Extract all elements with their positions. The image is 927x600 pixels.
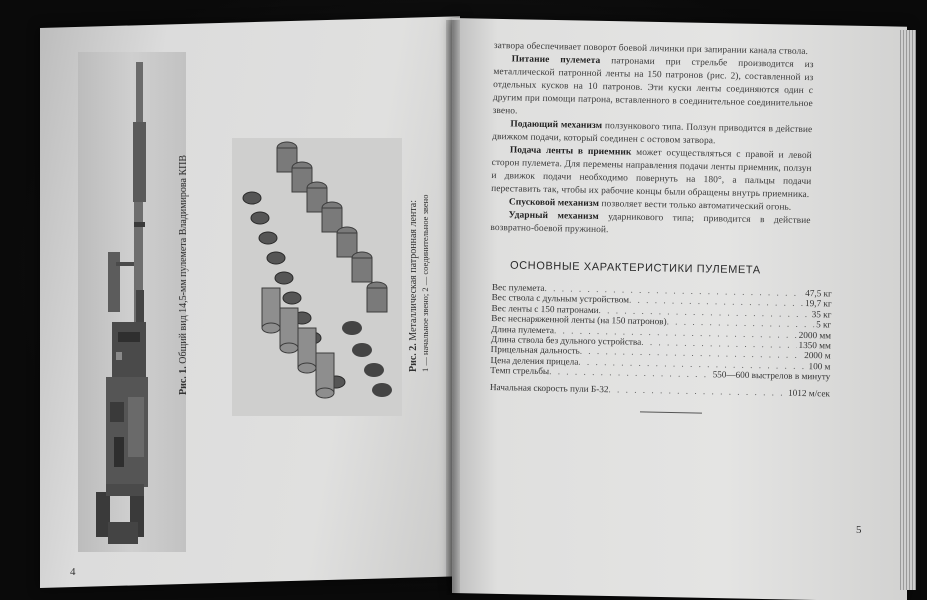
figure2-caption-label: Рис. 2. — [408, 343, 419, 372]
spec-label: Прицельная дальность — [490, 344, 580, 357]
figure2-caption-sub: 1 — начальное звено; 2 — соединительное звено — [420, 194, 430, 372]
spec-value: 550—600 выстрелов в минуту — [712, 369, 831, 382]
spec-label: Цена деления прицела — [490, 354, 579, 367]
ammo-belt-photo — [232, 138, 402, 416]
spec-label: Вес пулемета — [491, 282, 545, 294]
page-edges — [900, 30, 916, 590]
machine-gun-illustration — [78, 52, 186, 552]
spec-value: 100 м — [808, 360, 831, 372]
spec-label: Вес неснаряженной ленты (на 150 патронов) — [491, 313, 667, 327]
spec-value: 19,7 кг — [804, 298, 832, 309]
spec-value: 2000 м — [804, 350, 831, 361]
figure1-caption-text: Общий вид 14,5-мм пулемета Владимирова КПВ — [178, 154, 189, 364]
specs-list — [490, 282, 832, 399]
paragraph-intro: затвора обеспечивает поворот боевой личинки при запирании канала ствола. — [493, 40, 809, 58]
paragraph-feed-mechanism-title: Подающий механизм — [510, 119, 603, 132]
spec-value: 1350 мм — [798, 339, 831, 351]
figure1-caption — [178, 135, 189, 395]
paragraph-feeding-title: Питание пулемета — [511, 54, 601, 67]
spec-value: 47,5 кг — [805, 288, 832, 299]
paragraph-trigger-text: позволяет вести только автоматический огонь. — [598, 199, 792, 213]
paragraph-feed-mechanism-text: ползункового типа. Ползун приводится в действие движком подачи, который соединен с остовом затвора. — [492, 121, 813, 147]
paragraph-striker-text: ударникового типа; приводится в действие возвратно-боевой пружиной. — [490, 212, 811, 236]
book-spine — [446, 20, 460, 595]
paragraph-feeding-text: патронами при стрельбе производится из металлической патронной ленты на 150 патронов (рис. 2), составленной из отдельных кусков на 10 патронов. Эти куски ленты соединяются один с другим при помощи патрона, вставленного в соединительное соединительное звено. — [492, 56, 814, 117]
spec-label: Длина ствола без дульного устройства — [490, 334, 642, 347]
spec-value: 5 кг — [816, 319, 832, 330]
paragraph-trigger-title: Спусковой механизм — [508, 197, 600, 210]
figure2-caption-text: Металлическая патронная лента: — [408, 199, 419, 341]
figure1-caption-label: Рис. 1. — [178, 366, 189, 395]
paragraph-belt-feed — [491, 144, 812, 202]
spec-value: 35 кг — [811, 308, 832, 320]
spec-value: 2000 мм — [798, 329, 832, 341]
paragraph-belt-feed-text: может осуществляться с правой и левой сторон пулемета. Для перемены направления подачи ленты приемник, ползун и движок подачи необходимо повернуть на 180°, а пальцы подачи переставить так, чтобы их рабочие концы были обращены внутрь приемника. — [491, 147, 812, 201]
machine-gun-photo — [78, 52, 186, 552]
ammo-belt-illustration — [232, 138, 402, 416]
spec-label: Длина пулемета — [491, 323, 555, 335]
spec-value: 1012 м/сек — [788, 387, 831, 399]
paragraph-striker-title: Ударный механизм — [508, 210, 599, 223]
left-page-number: 4 — [70, 566, 76, 578]
body-text — [490, 40, 814, 241]
spec-label: Вес ленты с 150 патронами — [491, 302, 599, 315]
specs-heading: ОСНОВНЫЕ ХАРАКТЕРИСТИКИ ПУЛЕМЕТА — [509, 259, 761, 277]
figure2-caption — [408, 152, 419, 372]
spec-label: Вес ствола с дульным устройством — [491, 292, 630, 306]
right-page-number: 5 — [856, 524, 862, 536]
spec-label: Начальная скорость пули Б-32 — [489, 381, 609, 394]
paragraph-belt-feed-title: Подача ленты в приемник — [509, 145, 632, 158]
paragraph-feeding — [493, 53, 814, 124]
spec-label: Темп стрельбы — [490, 365, 550, 377]
